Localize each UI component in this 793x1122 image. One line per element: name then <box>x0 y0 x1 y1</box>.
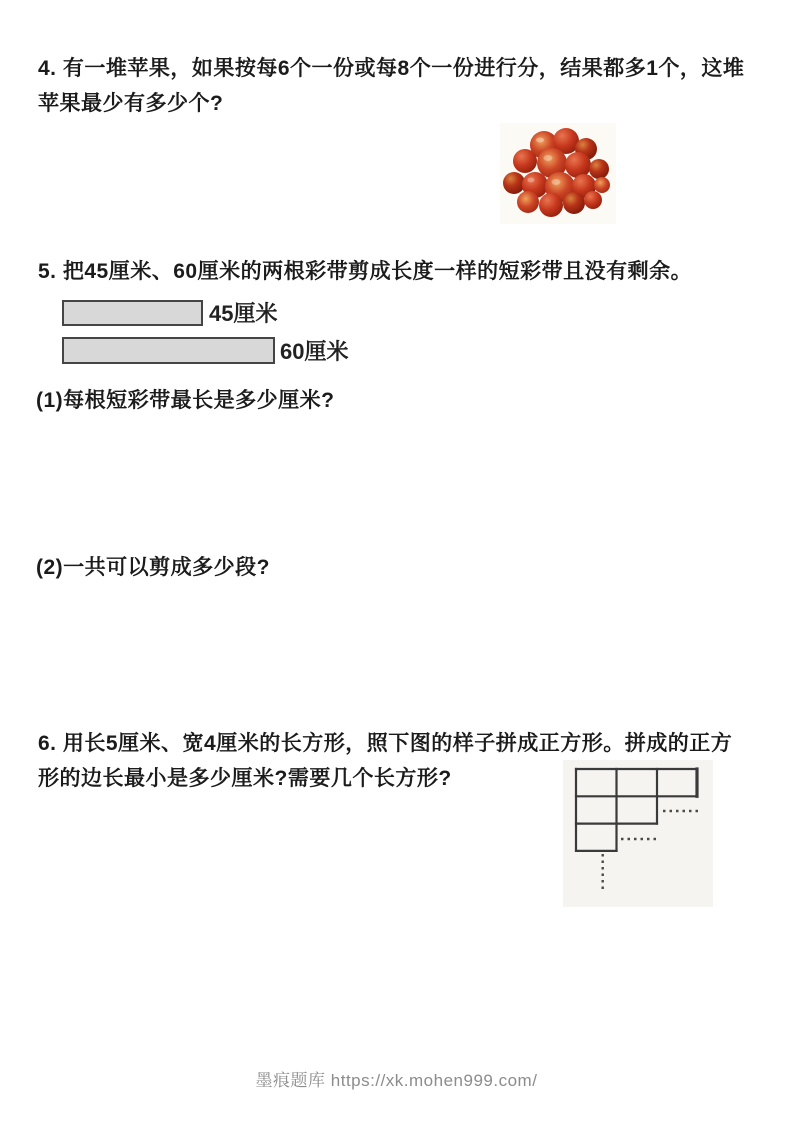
apples-image <box>500 123 616 224</box>
ribbon-label-45cm: 45厘米 <box>209 301 278 326</box>
question-4-line2: 苹果最少有多少个? <box>38 92 224 115</box>
ribbon-bar-60cm <box>62 337 275 364</box>
ribbon-label-60cm: 60厘米 <box>280 339 349 364</box>
rectangle-tiling-svg <box>563 760 713 907</box>
question-5-sub1: (1)每根短彩带最长是多少厘米? <box>36 389 335 412</box>
question-5-text: 5. 把45厘米、60厘米的两根彩带剪成长度一样的短彩带且没有剩余。 <box>38 260 693 283</box>
question-5-sub2: (2)一共可以剪成多少段? <box>36 556 270 579</box>
question-4-line1: 4. 有一堆苹果，如果按每6个一份或每8个一份进行分，结果都多1个，这堆 <box>38 57 745 80</box>
footer-watermark: 墨痕题库 https://xk.mohen999.com/ <box>255 1071 538 1090</box>
apples-image-svg <box>500 123 616 224</box>
question-6-line2: 形的边长最小是多少厘米?需要几个长方形? <box>38 767 452 790</box>
rectangle-tiling-diagram <box>563 760 713 907</box>
question-6-line1: 6. 用长5厘米、宽4厘米的长方形，照下图的样子拼成正方形。拼成的正方 <box>38 732 733 755</box>
ribbon-bar-45cm <box>62 300 203 326</box>
